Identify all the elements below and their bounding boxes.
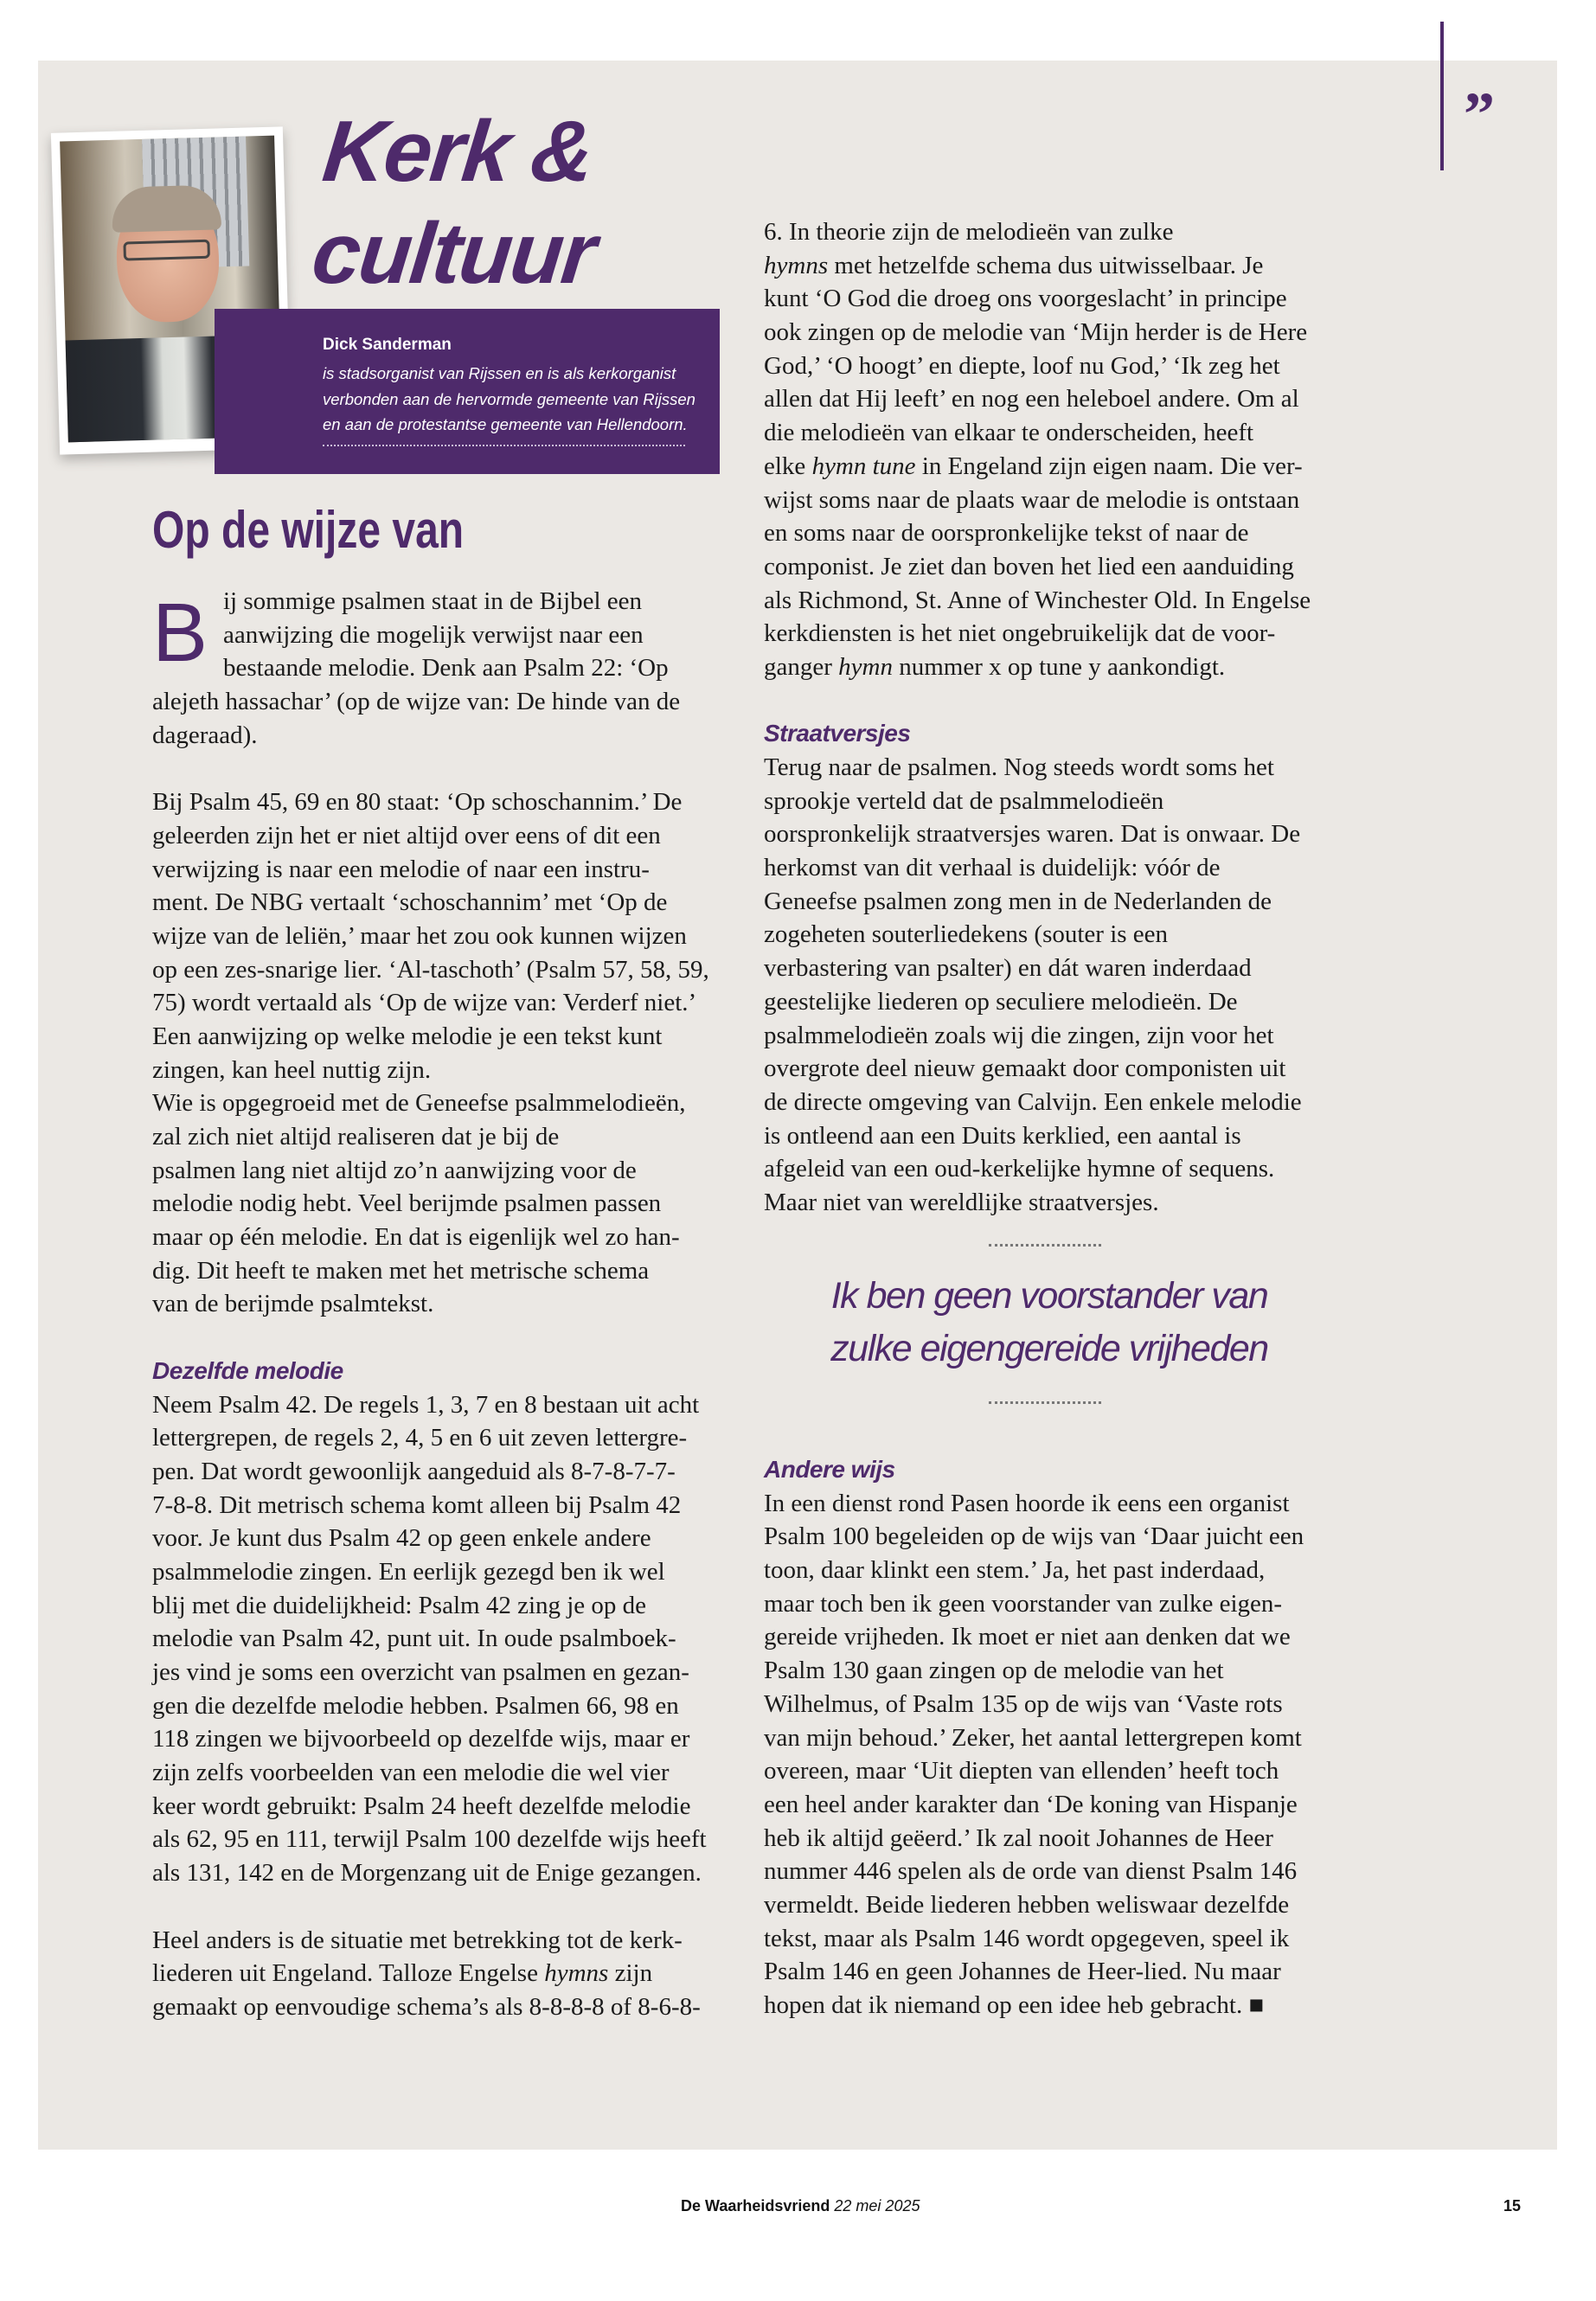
text-line: zogeheten souterliedekens (souter is een [764,920,1169,949]
text-line: God,’ ‘O hoogt’ en diepte, loof nu God,’ ‘Ik zeg het [764,351,1280,380]
text-line [764,249,1339,283]
text-line: de directe omgeving van Calvijn. Een enkele melodie [764,1087,1302,1116]
drop-cap: B [152,586,208,679]
italic-term: hymn [838,652,893,681]
text-line: dig. Dit heeft te maken met het metrische schema [152,1256,650,1285]
text-line: pen. Dat wordt gewoonlijk aangeduid als 8-7-8-7-7- [152,1457,676,1485]
text-line: als 62, 95 en 111, terwijl Psalm 100 dezelfde wijs heeft [152,1825,707,1854]
text-line: verwijzing is naar een melodie of naar een instru- [152,855,650,883]
text-line: en soms naar de oorspronkelijke tekst of naar de [764,519,1249,548]
text-line: ook zingen op de melodie van ‘Mijn herder is de Here [764,318,1308,347]
text-line: jes vind je soms een overzicht van psalmen en gezan- [152,1658,689,1686]
pull-quote-divider [989,1401,1101,1404]
text-line: allen dat Hij leeft’ en nog een heleboel andere. Om al [764,385,1299,413]
right-column-bottom [764,1453,1339,2022]
subheading: Dezelfde melodie [152,1356,343,1384]
text-line: maar toch ben ik geen voorstander van zulke eigen- [764,1589,1283,1618]
text-line: bestaande melodie. Denk aan Psalm 22: ‘Op [223,654,669,683]
author-bio-line: verbonden aan de hervormde gemeente van Rijssen [323,389,695,408]
publication-name: De Waarheidsvriend [681,2197,830,2214]
text-line: Wie is opgegroeid met de Geneefse psalmmelodieën, [152,1089,686,1118]
text-line: afgeleid van een oud-kerkelijke hymne of sequens. [764,1155,1275,1183]
text-line: zingen, kan heel nuttig zijn. [152,1055,432,1084]
article-title: Op de wijze van [152,501,465,559]
text-line: Bij Psalm 45, 69 en 80 staat: ‘Op schoschannim.’ De [152,788,683,817]
text-line: van de berijmde psalmtekst. [152,1290,434,1318]
text-line: vermeldt. Beide liederen hebben weliswaar dezelfde [764,1890,1290,1919]
text-line: 75) wordt vertaald als ‘Op de wijze van: Verderf niet.’ [152,989,697,1017]
text-line [764,651,1339,684]
text-line: gemaakt op eenvoudige schema’s als 8-8-8-8 of 8-6-8- [152,1992,701,2021]
author-bio [323,361,695,438]
text-line: blij met die duidelijkheid: Psalm 42 zing je op de [152,1591,647,1619]
pull-quote-divider [989,1244,1101,1247]
text-segment: elke [764,452,812,480]
text-line: sprookje verteld dat de psalmmelodieën [764,786,1164,815]
text-line: psalmmelodieën zoals wij die zingen, zijn voor het [764,1021,1274,1049]
italic-term: hymn tune [811,452,916,480]
section-logo [308,100,611,304]
text-segment: nummer x op tune y aankondigt. [892,652,1226,681]
section-title-line2: cultuur [307,205,599,302]
text-line: geleerden zijn het er niet altijd over eens of dit een [152,821,661,849]
text-line: gen die dezelfde melodie hebben. Psalmen 66, 98 en [152,1691,679,1720]
text-line: Een aanwijzing op welke melodie je een tekst kunt [152,1022,663,1050]
author-bio-line: is stadsorganist van Rijssen en is als kerkorganist [323,364,676,382]
text-segment: ganger [764,652,839,681]
text-line: overgrote deel nieuw gemaakt door componisten uit [764,1054,1286,1083]
text-line: zijn zelfs voorbeelden van een melodie die wel vier [152,1759,670,1787]
text-line: maar op één melodie. En dat is eigenlijk wel zo han- [152,1223,680,1252]
text-line: psalmen lang niet altijd zo’n aanwijzing voor de [152,1156,637,1184]
page-number: 15 [1503,2197,1522,2214]
divider-line [1440,22,1444,170]
footer-publication [681,2197,920,2215]
subheading: Straatversjes [764,720,911,747]
text-line: Psalm 130 gaan zingen op de melodie van het [764,1657,1224,1685]
text-line: componist. Je ziet dan boven het lied een aanduiding [764,552,1294,580]
right-column-top [764,215,1339,1220]
text-line: gereide vrijheden. Ik moet er niet aan denken dat we [764,1623,1291,1651]
text-line: voor. Je kunt dus Psalm 42 op geen enkele andere [152,1524,651,1553]
text-line: melodie van Psalm 42, punt uit. In oude psalmboek- [152,1625,676,1653]
text-line: overeen, maar ‘Uit diepten van ellenden’ heeft toch [764,1757,1279,1785]
dotted-divider [323,445,685,446]
text-line: is ontleend aan een Duits kerklied, een aantal is [764,1121,1241,1150]
text-line: wijze van de leliën,’ maar het zou ook kunnen wijzen [152,921,687,950]
text-line: als Richmond, St. Anne of Winchester Old. In Engelse [764,586,1311,614]
text-line: op een zes-snarige lier. ‘Al-taschoth’ (Psalm 57, 58, 59, [152,955,709,984]
italic-term: hymns [544,1959,609,1988]
text-line: aanwijzing die mogelijk verwijst naar een [223,620,644,649]
text-line: keer wordt gebruikt: Psalm 24 heeft dezelfde melodie [152,1791,691,1820]
italic-term: hymns [764,251,829,279]
text-line: oorspronkelijk straatversjes waren. Dat is onwaar. De [764,820,1301,849]
author-name: Dick Sanderman [323,336,452,354]
text-line: wijst soms naar de plaats waar de melodie is ontstaan [764,485,1300,514]
text-segment: met hetzelfde schema dus uitwisselbaar. Je [828,251,1264,279]
text-line: een heel ander karakter dan ‘De koning van Hispanje [764,1790,1298,1818]
text-segment: liederen uit Engeland. Talloze Engelse [152,1959,545,1988]
text-line: hopen dat ik niemand op een idee heb gebracht. ■ [764,1991,1264,2019]
text-line: Maar niet van wereldlijke straatversjes. [764,1188,1159,1216]
text-line: verbastering van psalter) en dát waren inderdaad [764,954,1252,983]
pull-quote [764,1270,1335,1375]
text-line: Neem Psalm 42. De regels 1, 3, 7 en 8 bestaan uit acht [152,1390,700,1419]
text-line: toon, daar klinkt een stem.’ Ja, het past inderdaad, [764,1556,1266,1585]
text-line: Psalm 146 en geen Johannes de Heer-lied. Nu maar [764,1958,1281,1986]
text-segment: in Engeland zijn eigen naam. Die ver- [915,452,1303,480]
author-bio-line: en aan de protestantse gemeente van Hellendoorn. [323,415,688,433]
text-line: dageraad). [152,721,258,749]
text-line: Wilhelmus, of Psalm 135 op de wijs van ‘Vaste rots [764,1689,1283,1718]
text-line: Psalm 100 begeleiden op de wijs van ‘Daar juicht een [764,1522,1304,1551]
text-line: ment. De NBG vertaalt ‘schoschannim’ met ‘Op de [152,888,668,917]
left-column [152,585,727,2024]
text-line: 118 zingen we bijvoorbeeld op dezelfde wijs, maar er [152,1725,690,1753]
text-line: In een dienst rond Pasen hoorde ik eens een organist [764,1489,1290,1517]
text-line: zal zich niet altijd realiseren dat je bij de [152,1123,560,1150]
text-line: alejeth hassachar’ (op de wijze van: De hinde van de [152,688,681,716]
text-line: herkomst van dit verhaal is duidelijk: vóór de [764,854,1221,882]
text-line [152,1321,727,1355]
text-line: geestelijke liederen op seculiere melodieën. De [764,987,1238,1016]
text-line [152,1957,727,1990]
text-line: van mijn behoud.’ Zeker, het aantal lettergrepen komt [764,1723,1302,1752]
text-line: 6. In theorie zijn de melodieën van zulke [764,218,1174,246]
pull-quote-line: zulke eigengereide vrijheden [830,1328,1268,1369]
pull-quote-line: Ik ben geen voorstander van [830,1275,1268,1317]
text-line [152,1890,727,1924]
text-segment: zijn [608,1959,653,1988]
text-line: psalmmelodie zingen. En eerlijk gezegd ben ik wel [152,1557,665,1586]
text-line: nummer 446 spelen als de orde van dienst Psalm 146 [764,1857,1298,1886]
text-line: Heel anders is de situatie met betrekking tot de kerk- [152,1926,683,1954]
text-line [764,684,1339,718]
text-line [152,752,727,785]
text-line: 7-8-8. Dit metrisch schema komt alleen bij Psalm 42 [152,1490,682,1519]
text-line [764,450,1339,484]
author-box [215,309,720,474]
quote-icon: ” [1464,80,1495,149]
subheading: Andere wijs [764,1456,895,1483]
text-line: kerkdiensten is het niet ongebruikelijk dat de voor- [764,619,1276,648]
text-line: Terug naar de psalmen. Nog steeds wordt soms het [764,753,1274,781]
text-line: kunt ‘O God die droeg ons voorgeslacht’ in principe [764,285,1287,313]
issue-date: 22 mei 2025 [834,2197,920,2214]
text-line: tekst, maar als Psalm 146 wordt opgegeven, speel ik [764,1924,1290,1952]
text-line: die melodieën van elkaar te onderscheiden, heeft [764,419,1254,447]
text-line: melodie nodig hebt. Veel berijmde psalmen passen [152,1189,662,1218]
text-line: Geneefse psalmen zong men in de Nederlanden de [764,887,1272,915]
section-title-line1: Kerk & [318,103,598,200]
text-line: ij sommige psalmen staat in de Bijbel een [223,587,643,615]
text-line: lettergrepen, de regels 2, 4, 5 en 6 uit zeven lettergre- [152,1424,688,1452]
text-line: heb ik altijd geëerd.’ Ik zal nooit Johannes de Heer [764,1823,1273,1852]
text-line: als 131, 142 en de Morgenzang uit de Enige gezangen. [152,1859,702,1888]
